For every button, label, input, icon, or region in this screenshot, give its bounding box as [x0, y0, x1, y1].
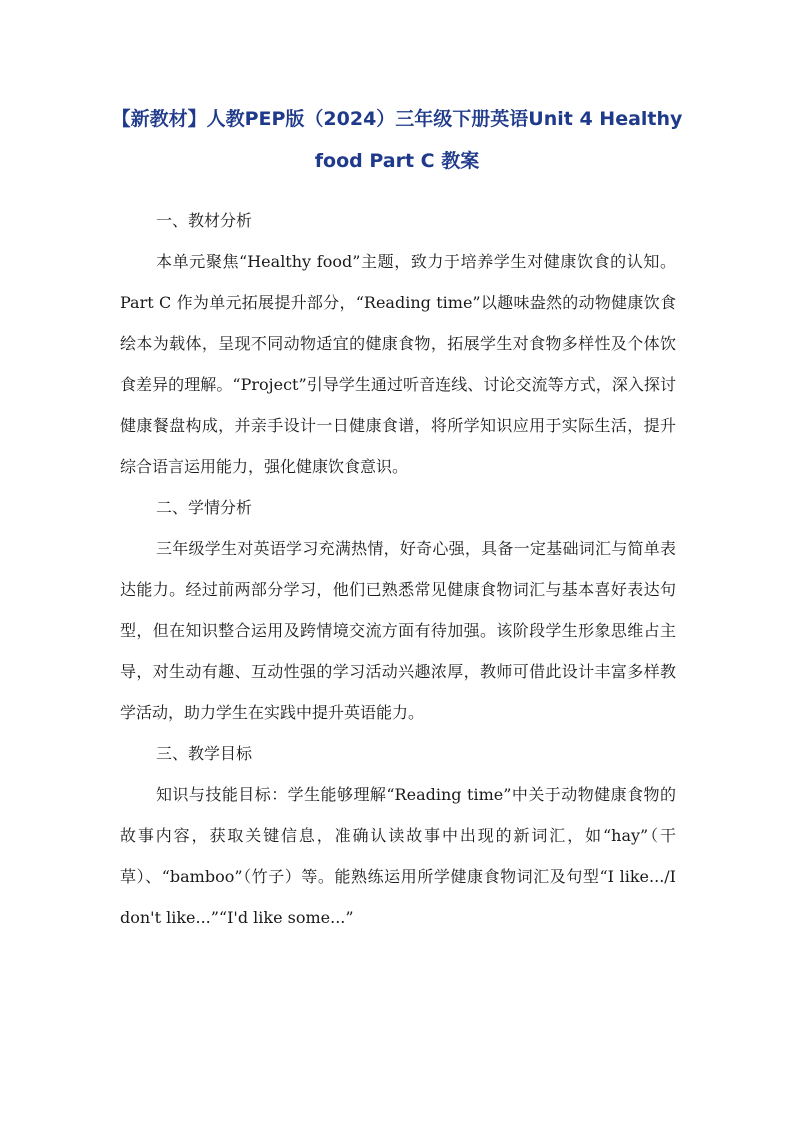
section-heading-textbook-analysis: 一、教材分析 — [156, 211, 253, 230]
section-paragraph: 三年级学生对英语学习充满热情，好奇心强，具备一定基础词汇与简单表达能力。经过前两部分学习，他们已熟悉常见健康食物词汇与基本喜好表达句型，但在知识整合运用及跨情境交流方面有待加强。该阶段学生形象思维占主导，对生动有趣、互动性强的学习活动兴趣浓厚，教师可借此设计丰富多样教学活动，助力学生在实践中提升英语能力。 — [120, 539, 676, 722]
document-title: 【新教材】人教PEP版（2024）三年级下册英语Unit 4 Healthy food Part C 教案 — [111, 108, 683, 172]
document-body — [120, 200, 676, 938]
section-heading-teaching-objectives: 三、教学目标 — [156, 744, 253, 763]
section-heading-learner-analysis: 二、学情分析 — [156, 498, 253, 517]
section-paragraph: 本单元聚焦“Healthy food”主题，致力于培养学生对健康饮食的认知。Part C 作为单元拓展提升部分，“Reading time”以趣味盎然的动物健康饮食绘本为载体，呈现不同动物适宜的健康食物，拓展学生对食物多样性及个体饮食差异的理解。“Project”引导学生通过听音连线、讨论交流等方式，深入探讨健康餐盘构成，并亲手设计一日健康食谱，将所学知识应用于实际生活，提升综合语言运用能力，强化健康饮食意识。 — [120, 252, 676, 476]
section-paragraph: 知识与技能目标：学生能够理解“Reading time”中关于动物健康食物的故事内容，获取关键信息，准确认读故事中出现的新词汇，如“hay”（干草）、“bamboo”（竹子）等。能熟练运用所学健康食物词汇及句型“I like.../I don't like...”“I'd like some...” — [120, 785, 676, 927]
